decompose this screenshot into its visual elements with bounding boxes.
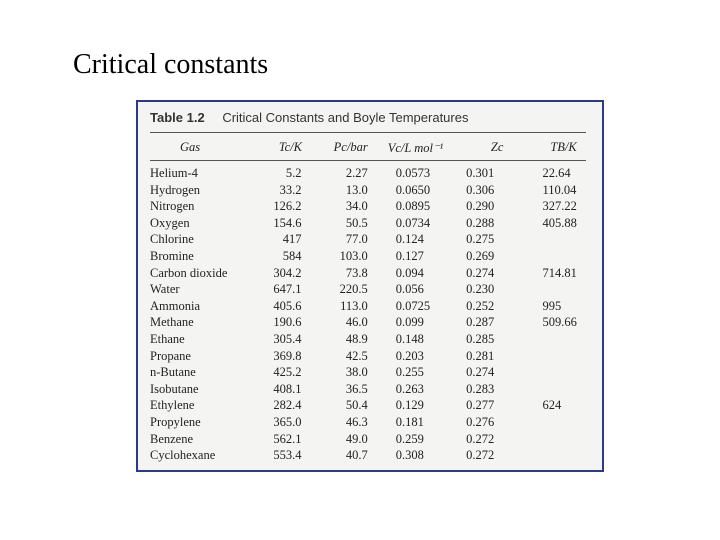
cell-tc: 33.2 [279,182,302,197]
cell-zc: 0.272 [466,448,495,463]
cell-tc: 425.2 [273,365,302,380]
cell-tc: 417 [282,232,302,247]
table-row [150,315,586,330]
cell-zc: 0.306 [466,182,495,197]
table-header-rule [150,160,586,161]
cell-pc: 220.5 [339,282,368,297]
cell-gas: Water [150,282,180,297]
cell-vc: 0.127 [395,249,424,263]
cell-gas: n-Butane [150,365,196,380]
cell-tb [530,249,586,264]
cell-zc: 0.281 [466,348,495,363]
table-row [150,332,586,347]
cell-zc: 0.283 [466,381,495,396]
cell-tc: 304.2 [273,265,302,280]
cell-pc: 50.4 [345,398,368,413]
cell-zc: 0.287 [466,315,495,330]
cell-tc: 154.6 [273,215,302,230]
cell-pc: 50.5 [345,215,368,230]
table-row [150,232,586,247]
cell-tb [530,448,586,463]
cell-vc: 0.124 [395,232,424,247]
cell-zc: 0.275 [466,232,495,247]
cell-pc: 40.7 [345,448,368,463]
cell-tb [530,349,586,364]
cell-pc: 13.0 [345,182,368,197]
cell-zc: 0.276 [466,415,495,429]
cell-gas: Propane [150,348,191,363]
cell-tc: 305.4 [273,332,302,346]
cell-pc: 46.3 [345,415,368,429]
table-row [150,398,586,413]
cell-tc: 408.1 [273,381,302,396]
cell-vc: 0.056 [395,282,424,297]
slide-title: Critical constants [73,49,269,80]
cell-vc: 0.263 [395,381,424,396]
header-pc: Pc/bar [333,140,368,154]
table-row [150,432,586,447]
cell-tb: 624 [542,398,562,413]
constants-table [136,100,604,472]
cell-gas: Cyclohexane [150,448,216,463]
cell-vc: 0.203 [395,348,424,363]
cell-pc: 48.9 [345,332,368,346]
table-row [150,216,586,231]
cell-gas: Nitrogen [150,199,195,214]
cell-pc: 46.0 [345,315,368,330]
cell-tb: 509.66 [542,315,577,330]
cell-tc: 584 [282,249,302,263]
cell-zc: 0.269 [466,249,495,263]
cell-zc: 0.301 [466,166,495,180]
cell-pc: 103.0 [339,249,368,263]
table-top-rule [150,132,586,133]
cell-gas: Helium-4 [150,166,198,180]
table-row [150,299,586,314]
table-caption [150,110,468,125]
cell-vc: 0.148 [395,332,424,346]
table-row [150,183,586,198]
table-row [150,199,586,214]
table-header-row [150,140,586,156]
cell-zc: 0.277 [466,398,495,413]
cell-gas: Ethane [150,332,185,346]
table-row [150,415,586,430]
cell-pc: 77.0 [345,232,368,247]
cell-tb: 327.22 [542,199,577,214]
cell-zc: 0.290 [466,199,495,214]
cell-tc: 562.1 [273,431,302,446]
cell-tc: 369.8 [273,348,302,363]
cell-gas: Isobutane [150,381,199,396]
table-row [150,349,586,364]
cell-tb: 22.64 [542,166,571,180]
cell-gas: Ethylene [150,398,195,413]
cell-tc: 190.6 [273,315,302,330]
cell-zc: 0.274 [466,265,495,280]
cell-zc: 0.230 [466,282,495,297]
cell-vc: 0.0734 [395,215,431,230]
cell-pc: 2.27 [345,166,368,180]
cell-pc: 34.0 [345,199,368,214]
table-row [150,382,586,397]
cell-zc: 0.252 [466,298,495,313]
table-row [150,282,586,297]
header-tb: TB/K [550,140,577,154]
table-caption-text: Critical Constants and Boyle Temperatures [222,110,469,125]
cell-tc: 282.4 [273,398,302,413]
cell-tb [530,365,586,380]
cell-gas: Carbon dioxide [150,265,228,280]
cell-tb: 714.81 [542,265,577,280]
cell-tc: 647.1 [273,282,302,297]
cell-tb [530,232,586,247]
cell-tb: 995 [542,298,562,313]
cell-vc: 0.099 [395,315,424,330]
cell-gas: Bromine [150,249,194,263]
cell-zc: 0.274 [466,365,495,380]
table-row [150,249,586,264]
cell-tc: 5.2 [285,166,302,180]
cell-gas: Oxygen [150,215,190,230]
cell-gas: Hydrogen [150,182,200,197]
cell-vc: 0.0650 [395,182,431,197]
cell-tc: 405.6 [273,298,302,313]
cell-zc: 0.288 [466,215,495,230]
cell-gas: Propylene [150,415,201,429]
cell-gas: Methane [150,315,194,330]
cell-gas: Chlorine [150,232,194,247]
cell-tb: 110.04 [542,182,577,197]
cell-pc: 113.0 [340,298,368,313]
cell-gas: Ammonia [150,298,200,313]
cell-tb: 405.88 [542,215,577,230]
header-gas: Gas [180,140,201,154]
cell-vc: 0.0725 [395,298,431,313]
cell-tc: 126.2 [273,199,302,214]
cell-vc: 0.0573 [395,166,431,180]
cell-vc: 0.308 [395,448,424,463]
cell-vc: 0.255 [395,365,424,380]
table-row [150,448,586,463]
cell-zc: 0.285 [466,332,495,346]
cell-pc: 49.0 [345,431,368,446]
cell-gas: Benzene [150,431,194,446]
cell-pc: 38.0 [345,365,368,380]
cell-vc: 0.094 [395,265,424,280]
cell-zc: 0.272 [466,431,495,446]
cell-pc: 73.8 [345,265,368,280]
cell-vc: 0.181 [395,415,424,429]
cell-tb [530,332,586,347]
header-tc: Tc/K [278,140,302,154]
cell-tc: 553.4 [273,448,302,463]
table-row [150,266,586,281]
cell-tb [530,415,586,430]
cell-vc: 0.259 [395,431,424,446]
cell-tc: 365.0 [273,415,302,429]
cell-pc: 36.5 [345,381,368,396]
cell-vc: 0.0895 [395,199,431,214]
cell-tb [530,432,586,447]
header-vc: Vc/L mol⁻¹ [387,141,444,155]
cell-tb [530,382,586,397]
table-row [150,166,586,181]
table-number: Table 1.2 [150,110,205,125]
table-row [150,365,586,380]
header-zc: Zc [490,140,504,154]
cell-tb [530,282,586,297]
cell-pc: 42.5 [345,348,368,363]
cell-vc: 0.129 [395,398,424,413]
